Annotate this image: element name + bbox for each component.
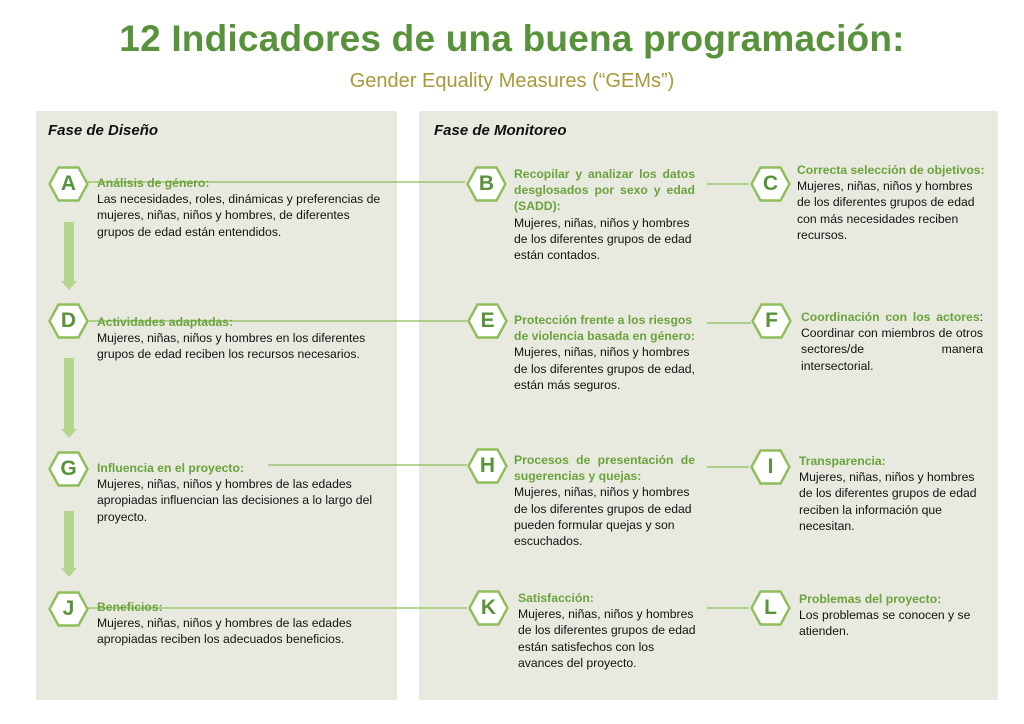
hexagon-letter: A xyxy=(60,172,77,195)
hexagon-letter: E xyxy=(480,309,495,332)
indicator-title: Actividades adaptadas: xyxy=(97,315,234,329)
indicator-title: Análisis de género: xyxy=(97,176,210,190)
indicator-description: Mujeres, niñas, niños y hombres de los diferentes grupos de edad están contados. xyxy=(514,215,692,263)
hexagon-badge-h xyxy=(467,448,508,484)
indicator-title: Influencia en el proyecto: xyxy=(97,461,244,475)
indicator-e xyxy=(514,312,698,393)
indicator-description: Los problemas se conocen y se atienden. xyxy=(799,608,971,639)
indicator-f xyxy=(801,309,983,374)
indicator-description: Mujeres, niñas, niños y hombres de los diferentes grupos de edad reciben la información que necesitan. xyxy=(799,470,977,533)
indicator-title: Correcta selección de objetivos: xyxy=(797,163,985,177)
hexagon-badge-d xyxy=(48,303,89,339)
hexagon-letter: C xyxy=(762,172,779,195)
indicator-title: Recopilar y analizar los datos desglosados por sexo y edad (SADD): xyxy=(514,167,695,214)
indicator-title: Coordinación con los actores xyxy=(801,310,980,324)
hexagon-badge-a xyxy=(48,166,89,202)
hexagon-letter: J xyxy=(62,597,75,620)
indicator-title: Protección frente a los riesgos de violencia basada en género: xyxy=(514,313,695,344)
hexagon-letter: H xyxy=(479,454,496,477)
indicator-b xyxy=(514,166,695,263)
indicator-i xyxy=(799,453,984,534)
hexagon-badge-c xyxy=(750,166,791,202)
indicator-d xyxy=(97,314,387,363)
hexagon-badge-l xyxy=(750,590,791,626)
indicator-title: Beneficios: xyxy=(97,600,163,614)
indicator-title: Transparencia: xyxy=(799,454,886,468)
indicator-description: Mujeres, niñas, niños y hombres de los diferentes grupos de edad están satisfechos con los avances del proyecto. xyxy=(518,607,696,670)
indicator-description: : Coordinar con miembros de otros sectores/de manera intersectorial. xyxy=(801,310,983,373)
hexagon-badge-e xyxy=(467,303,508,339)
page-subtitle: Gender Equality Measures (“GEMs”) xyxy=(349,70,675,92)
indicator-a xyxy=(97,175,387,240)
hexagon-letter: F xyxy=(765,309,778,332)
hexagon-letter: D xyxy=(60,309,77,332)
hexagon-letter: K xyxy=(480,596,497,619)
indicator-description: Mujeres, niñas, niños y hombres en los diferentes grupos de edad reciben los recursos necesarios. xyxy=(97,331,366,362)
monitoring-phase-heading: Fase de Monitoreo xyxy=(434,122,567,139)
indicator-description: Mujeres, niñas, niños y hombres de las edades apropiadas reciben los adecuados beneficios. xyxy=(97,616,352,647)
indicator-description: Mujeres, niñas, niños y hombres de los diferentes grupos de edad pueden formular quejas y son escuchados. xyxy=(514,485,692,549)
indicator-c xyxy=(797,162,987,243)
indicator-h xyxy=(514,452,695,549)
down-arrow-d-g xyxy=(64,358,74,438)
page-title: 12 Indicadores de una buena programación: xyxy=(119,18,905,59)
design-phase-heading: Fase de Diseño xyxy=(48,122,159,139)
hexagon-letter: B xyxy=(478,172,495,195)
down-arrow-a-d xyxy=(64,222,74,290)
hexagon-letter: L xyxy=(764,596,777,619)
hexagon-letter: G xyxy=(60,457,77,480)
hexagon-badge-i xyxy=(750,449,791,485)
indicator-description: Mujeres, niñas, niños y hombres de los diferentes grupos de edad, están más seguros. xyxy=(514,345,695,392)
indicator-j xyxy=(97,599,387,648)
hexagon-badge-k xyxy=(468,590,509,626)
down-arrow-g-j xyxy=(64,511,74,577)
indicator-description: Mujeres, niñas, niños y hombres de los diferentes grupos de edad con más necesidades reciben recursos. xyxy=(797,179,975,242)
hexagon-badge-j xyxy=(48,591,89,627)
hexagon-badge-f xyxy=(751,303,792,339)
hexagon-badge-b xyxy=(466,166,507,202)
indicator-title: Procesos de presentación de sugerencias y quejas: xyxy=(514,453,695,484)
indicator-k xyxy=(518,590,698,671)
indicator-title: Satisfacción: xyxy=(518,591,594,605)
hexagon-letter: I xyxy=(767,455,774,478)
indicator-title: Problemas del proyecto: xyxy=(799,592,942,606)
indicator-g xyxy=(97,460,387,525)
indicator-description: Mujeres, niñas, niños y hombres de las edades apropiadas influencian las decisiones a lo largo del proyecto. xyxy=(97,477,373,524)
indicator-l xyxy=(799,591,984,640)
hexagon-badge-g xyxy=(48,451,89,487)
indicator-description: Las necesidades, roles, dinámicas y preferencias de mujeres, niñas, niños y hombres, de diferentes grupos de edad están entendidos. xyxy=(97,192,381,239)
